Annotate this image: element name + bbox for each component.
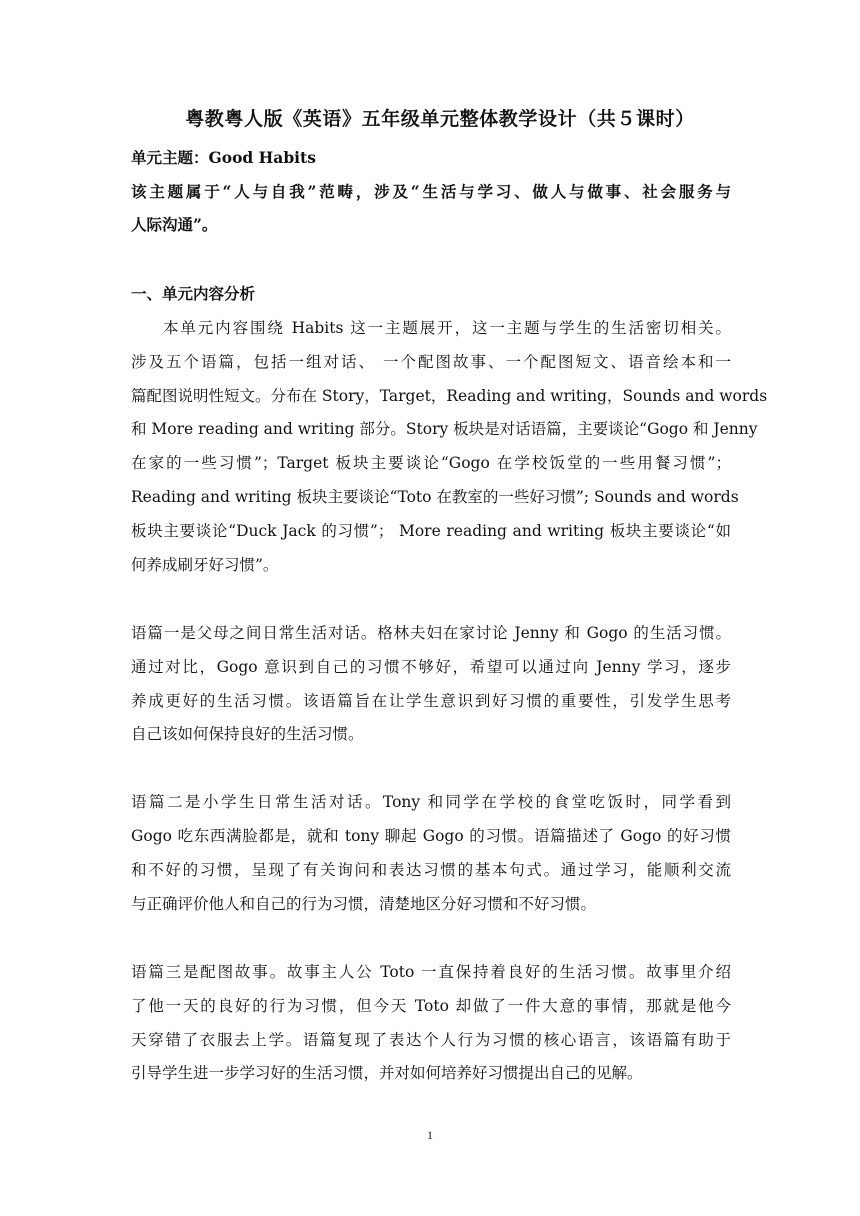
paragraph-line: 和不好的习惯，呈现了有关询问和表达习惯的基本句式。通过学习，能顺利交流 (131, 861, 731, 879)
paragraph-line: 何养成刷牙好习惯”。 (131, 556, 279, 574)
paragraph-line: 语篇三是配图故事。故事主人公 Toto 一直保持着良好的生活习惯。故事里介绍 (131, 963, 731, 981)
paragraph-line: 和 More reading and writing 部分。Story 板块是对话语篇，主要谈论“Gogo 和 Jenny (131, 420, 758, 438)
paragraph-line: 天穿错了衣服去上学。语篇复现了表达个人行为习惯的核心语言，该语篇有助于 (131, 1031, 731, 1049)
section-heading: 一、单元内容分析 (131, 284, 256, 303)
paragraph-line: 语篇一是父母之间日常生活对话。格林夫妇在家讨论 Jenny 和 Gogo 的生活习惯。 (131, 624, 731, 642)
paragraph-line: Gogo 吃东西满脸都是，就和 tony 聊起 Gogo 的习惯。语篇描述了 Gogo 的好习惯 (131, 827, 731, 845)
paragraph-line: 涉及五个语篇，包括一组对话、 一个配图故事、一个配图短文、语音绘本和一 (131, 353, 731, 371)
document-title: 粤教粤人版《英语》五年级单元整体教学设计（共５课时） (185, 108, 695, 130)
paragraph-line: 通过对比，Gogo 意识到自己的习惯不够好，希望可以通过向 Jenny 学习，逐步 (131, 658, 731, 676)
theme-scope-line: 人际沟通”。 (131, 215, 218, 234)
paragraph-line: 篇配图说明性短文。分布在 Story，Target，Reading and writing，Sounds and words (131, 387, 768, 405)
theme-scope-line: 该主题属于“人与自我”范畴，涉及“生活与学习、做人与做事、社会服务与 (131, 182, 731, 201)
paragraph-line: 养成更好的生活习惯。该语篇旨在让学生意识到好习惯的重要性，引发学生思考 (131, 692, 731, 710)
unit-theme: 单元主题：Good Habits (131, 148, 316, 167)
paragraph-line: 语篇二是小学生日常生活对话。Tony 和同学在学校的食堂吃饭时，同学看到 (131, 793, 731, 811)
paragraph-line: 本单元内容围绕 Habits 这一主题展开，这一主题与学生的生活密切相关。 (163, 319, 731, 337)
paragraph-line: 在家的一些习惯”；Target 板块主要谈论“Gogo 在学校饭堂的一些用餐习惯”； (131, 454, 731, 472)
paragraph-line: 板块主要谈论“Duck Jack 的习惯”； More reading and writing 板块主要谈论“如 (131, 522, 731, 540)
paragraph-line: 自己该如何保持良好的生活习惯。 (131, 725, 364, 743)
paragraph-line: Reading and writing 板块主要谈论“Toto 在教室的一些好习惯”; Sounds and words (131, 488, 739, 506)
paragraph-line: 引导学生进一步学习好的生活习惯，并对如何培养好习惯提出自己的见解。 (131, 1064, 643, 1082)
page-number: 1 (427, 1128, 433, 1142)
paragraph-line: 了他一天的良好的行为习惯，但今天 Toto 却做了一件大意的事情，那就是他今 (131, 997, 731, 1015)
paragraph-line: 与正确评价他人和自己的行为习惯，清楚地区分好习惯和不好习惯。 (131, 895, 597, 913)
